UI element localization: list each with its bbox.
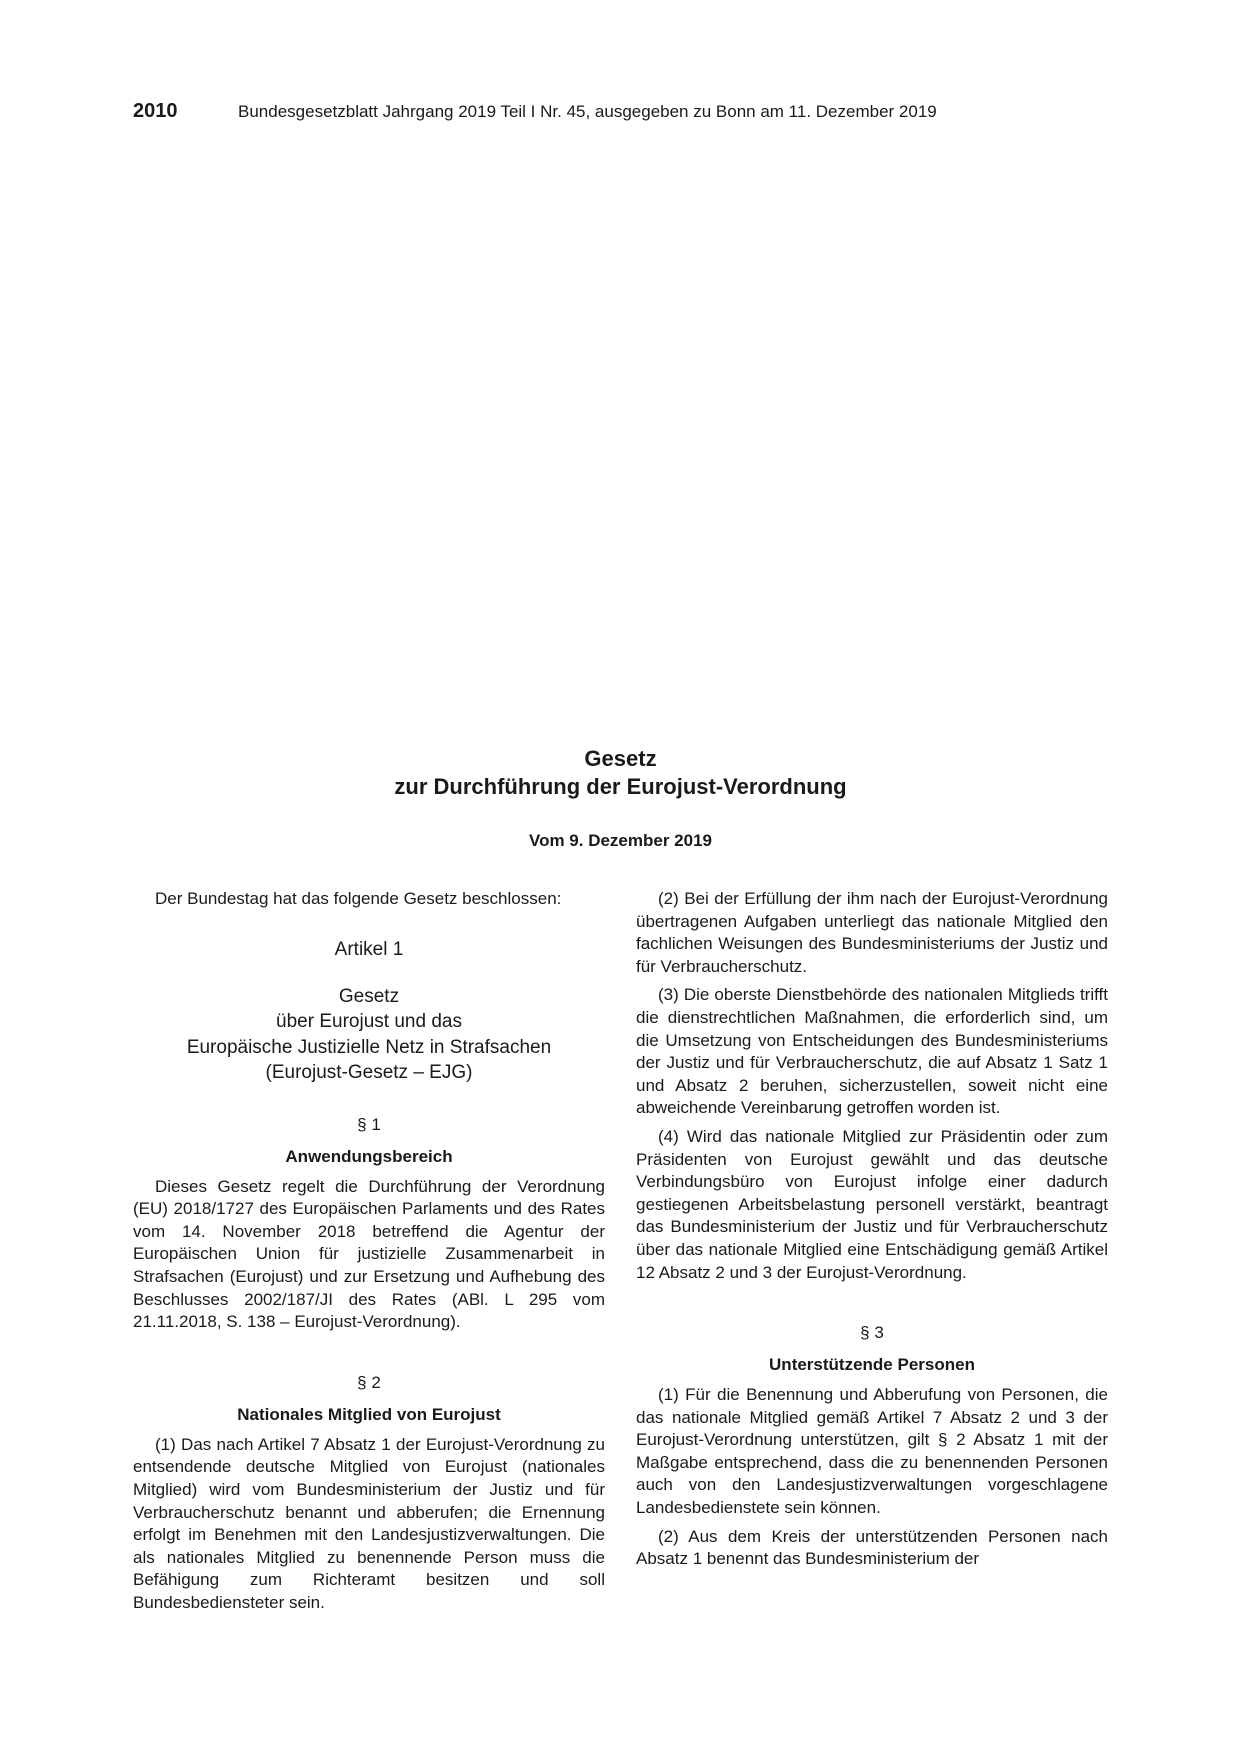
- section-paragraph: (1) Für die Benennung und Abberufung von Personen, die das nationale Mitglied gemäß Artikel 7 Absatz 2 und 3 der Eurojust-Verordnung unterstützen, gilt § 2 Absatz 1 mit der Maßgabe entsprechend, dass die zu benennenden Personen auch von den Landesjustizverwaltungen vorgeschlagene Landesbedienstete sein können.: [636, 1385, 1108, 1518]
- preamble: Der Bundestag hat das folgende Gesetz beschlossen:: [155, 889, 562, 908]
- right-column: [636, 888, 1108, 1571]
- section-title: Nationales Mitglied von Eurojust: [237, 1404, 501, 1424]
- act-title-line: über Eurojust und das: [276, 1011, 462, 1033]
- section-paragraph: (1) Das nach Artikel 7 Absatz 1 der Eurojust-Verordnung zu entsendende deutsche Mitglied von Eurojust (nationales Mitglied) wird vom Bundesministerium der Justiz und für Verbraucherschutz benannt und abberufen; die Ernennung erfolgt im Benehmen mit den Landesjustizverwaltungen. Die als nationales Mitglied zu benennende Person muss die Befähigung zum Richteramt besitzen und soll Bundesbediensteter sein.: [133, 1434, 605, 1612]
- law-title-line: Gesetz: [584, 746, 657, 771]
- article-heading: Artikel 1: [334, 938, 404, 960]
- running-head: Bundesgesetzblatt Jahrgang 2019 Teil I Nr. 45, ausgegeben zu Bonn am 11. Dezember 2019: [238, 102, 937, 121]
- act-title-line: (Eurojust-Gesetz – EJG): [265, 1062, 473, 1084]
- law-title-block: [133, 745, 1108, 851]
- page-number: 2010: [133, 100, 178, 122]
- section-number: § 1: [357, 1114, 381, 1134]
- act-title: [133, 984, 605, 1086]
- section-number: § 3: [860, 1323, 884, 1343]
- law-title-line: zur Durchführung der Eurojust-Verordnung: [394, 774, 847, 799]
- section-paragraph: Dieses Gesetz regelt die Durchführung der Verordnung (EU) 2018/1727 des Europäischen Parlaments und des Rates vom 14. November 2018 betreffend die Agentur der Europäischen Union für justizielle Zusammenarbeit in Strafsachen (Eurojust) und zur Ersetzung und Aufhebung des Beschlusses 2002/187/JI des Rates (ABl. L 295 vom 21.11.2018, S. 138 – Eurojust-Verordnung).: [133, 1176, 605, 1332]
- section-paragraph: (2) Bei der Erfüllung der ihm nach der Eurojust-Verordnung übertragenen Aufgaben unterliegt das nationale Mitglied den fachlichen Weisungen des Bundesministeriums der Justiz und für Verbraucherschutz.: [636, 889, 1108, 976]
- section-paragraph: (2) Aus dem Kreis der unterstützenden Personen nach Absatz 1 benennt das Bundesministerium der: [636, 1526, 1108, 1569]
- page-header: [133, 100, 1113, 126]
- act-title-line: Europäische Justizielle Netz in Strafsachen: [186, 1036, 552, 1058]
- section-number: § 2: [357, 1372, 381, 1392]
- section-paragraph: (4) Wird das nationale Mitglied zur Präsidentin oder zum Präsidenten von Eurojust gewählt und das deutsche Verbindungsbüro von Eurojust infolge einer dadurch gestiegenen Arbeitsbelastung personell verstärkt, beantragt das Bundesministerium der Justiz und für Verbraucherschutz über das nationale Mitglied eine Entschädigung gemäß Artikel 12 Absatz 2 und 3 der Eurojust-Verordnung.: [636, 1126, 1108, 1282]
- section-title: Anwendungsbereich: [285, 1146, 453, 1166]
- law-title: [133, 745, 1108, 801]
- act-title-line: Gesetz: [338, 985, 400, 1007]
- left-column: [133, 888, 605, 1615]
- law-date: Vom 9. Dezember 2019: [529, 831, 712, 850]
- section-paragraph: (3) Die oberste Dienstbehörde des nationalen Mitglieds trifft die dienstrechtlichen Maßnahmen, die erforderlich sind, um die Umsetzung von Entscheidungen des Bundesministeriums der Justiz und für Verbraucherschutz, die auf Absatz 1 Satz 1 und Absatz 2 beruhen, sicherzustellen, soweit nicht eine abweichende Vereinbarung getroffen worden ist.: [636, 985, 1108, 1118]
- section-title: Unterstützende Personen: [769, 1355, 975, 1375]
